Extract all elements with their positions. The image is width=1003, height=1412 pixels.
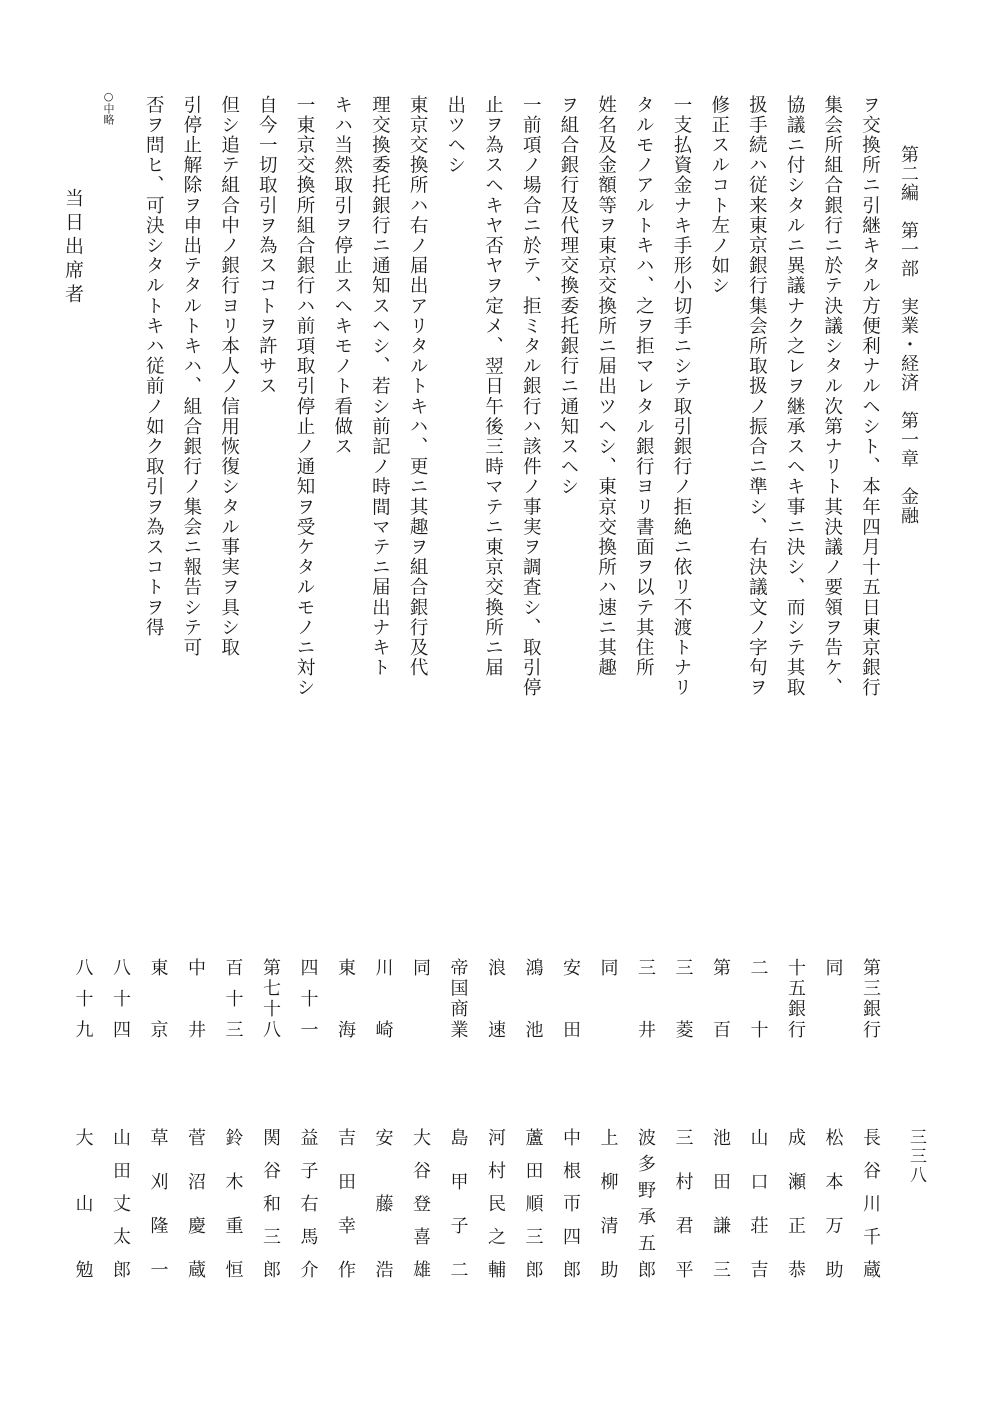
attendee-bank: 浪速: [485, 958, 506, 1082]
attendee-name: 大山勉: [72, 1128, 94, 1326]
attendee-bank: 二十: [747, 958, 769, 1082]
body-line: 一支払資金ナキ手形小切手ニシテ取引銀行ノ拒絶ニ依リ不渡トナリ: [671, 95, 692, 698]
attendee-name: 蘆田順三郎: [522, 1128, 544, 1293]
attendee-bank: 第七十八: [260, 958, 281, 1041]
attendee-bank: 百十三: [222, 958, 244, 1051]
attendee-bank: 鴻池: [522, 958, 544, 1082]
body-line: 引停止解除ヲ申出テタルトキハ、組合銀行ノ集会ニ報告シテ可: [180, 95, 202, 658]
body-line: 協議ニ付シタルニ異議ナク之レヲ継承スヘキ事ニ決シ、而シテ其取: [784, 95, 806, 698]
body-line: 扱手続ハ従来東京銀行集会所取扱ノ振合ニ準シ、右決議文ノ字句ヲ: [746, 95, 768, 698]
attendee-name: 吉田幸作: [335, 1128, 356, 1304]
attendee-bank: 同: [410, 958, 431, 976]
attendee-name: 益子右馬介: [297, 1128, 319, 1293]
attendee-bank: 三井: [635, 958, 656, 1082]
body-line: 但シ追テ組合中ノ銀行ヨリ本人ノ信用恢復シタル事実ヲ具シ取: [218, 95, 240, 658]
page-header: 第二編 第一部 実業・経済 第一章 金融: [898, 145, 919, 525]
attendee-name: 大谷登喜雄: [410, 1128, 431, 1293]
attendee-name: 上柳清助: [597, 1128, 619, 1304]
body-line: 出ツヘシ: [444, 95, 466, 176]
attendee-bank: 中井: [185, 958, 206, 1082]
body-line: 止ヲ為スヘキヤ否ヤヲ定メ、翌日午後三時マテニ東京交換所ニ届: [482, 95, 504, 678]
body-line: ヲ組合銀行及代理交換委托銀行ニ通知スヘシ: [557, 95, 579, 497]
attendee-bank: 三菱: [672, 958, 694, 1082]
attendee-name: 安藤浩: [372, 1128, 394, 1326]
body-line: 修正スルコト左ノ如シ: [708, 95, 730, 296]
attendee-bank: 同: [597, 958, 619, 976]
body-line: 一東京交換所組合銀行ハ前項取引停止ノ通知ヲ受ケタルモノニ対シ: [294, 95, 315, 698]
attendee-bank: 十五銀行: [785, 958, 806, 1041]
attendee-bank: 八十四: [110, 958, 131, 1051]
attendee-name: 河村民之輔: [485, 1128, 506, 1293]
body-line: 集会所組合銀行ニ於テ決議シタル次第ナリト其決議ノ要領ヲ告ケ、: [821, 95, 843, 698]
body-line: 東京交換所ハ右ノ届出アリタルトキハ、更ニ其趣ヲ組合銀行及代: [407, 95, 429, 678]
attendee-name: 関谷和三郎: [260, 1128, 281, 1293]
attendee-bank: 第三銀行: [860, 958, 881, 1041]
attendee-name: 波多野承五郎: [635, 1128, 656, 1287]
attendee-name: 池田謙三: [710, 1128, 731, 1304]
attendee-bank: 帝国商業: [447, 958, 469, 1041]
body-line: キハ当然取引ヲ停止スヘキモノト看做ス: [331, 95, 353, 457]
attendee-name: 菅沼慶蔵: [185, 1128, 206, 1304]
body-line: 一前項ノ場合ニ於テ、拒ミタル銀行ハ該件ノ事実ヲ調査シ、取引停: [520, 95, 542, 698]
attendee-bank: 第百: [710, 958, 731, 1082]
attendee-name: 三村君平: [672, 1128, 694, 1304]
attendee-name: 草刈隆一: [147, 1128, 169, 1304]
attendee-bank: 八十九: [72, 958, 94, 1051]
attendee-name: 島甲子二: [447, 1128, 469, 1304]
body-line: タルモノアルトキハ、之ヲ拒マレタル銀行ヨリ書面ヲ以テ其住所: [633, 95, 655, 678]
attendee-name: 中根帀四郎: [560, 1128, 581, 1293]
body-line: 姓名及金額等ヲ東京交換所ニ届出ツヘシ、東京交換所ハ速ニ其趣: [595, 95, 617, 678]
body-line: 理交換委托銀行ニ通知スヘシ、若シ前記ノ時間マテニ届出ナキト: [369, 95, 391, 678]
attendee-bank: 東京: [147, 958, 169, 1082]
attendee-name: 山田丈太郎: [110, 1128, 131, 1293]
body-line: 自今一切取引ヲ為スコトヲ許サス: [256, 95, 278, 397]
attendee-bank: 安田: [560, 958, 581, 1082]
page-number: 三三八: [906, 1128, 926, 1185]
omission-note: ○中略: [102, 90, 115, 125]
attendee-bank: 同: [822, 958, 844, 976]
attendee-name: 山口荘吉: [747, 1128, 769, 1304]
attendee-name: 成瀬正恭: [785, 1128, 806, 1304]
attendee-name: 松本万助: [822, 1128, 844, 1304]
attendee-name: 長谷川千蔵: [860, 1128, 881, 1293]
attendee-name: 鈴木重恒: [222, 1128, 244, 1304]
attendee-bank: 川崎: [372, 958, 394, 1082]
attendance-title: 当日出席者: [62, 188, 84, 308]
attendee-bank: 四十一: [297, 958, 319, 1051]
attendee-bank: 東海: [335, 958, 356, 1082]
body-line: ヲ交換所ニ引継キタル方便利ナルヘシト、本年四月十五日東京銀行: [859, 95, 881, 698]
body-line: 否ヲ問ヒ、可決シタルトキハ従前ノ如ク取引ヲ為スコトヲ得: [143, 95, 165, 638]
